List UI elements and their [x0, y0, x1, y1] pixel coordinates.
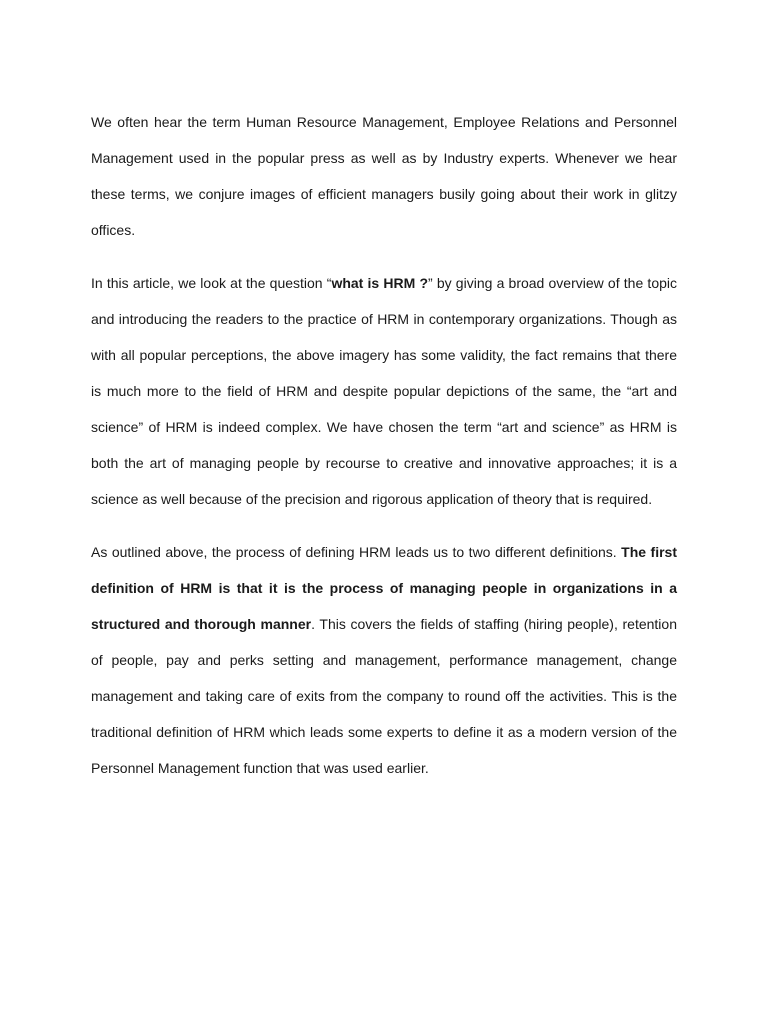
- paragraph-text-before: As outlined above, the process of defining HRM leads us to two different definitions.: [91, 544, 622, 560]
- paragraph-text-after: ” by giving a broad overview of the topic and introducing the readers to the practice of HRM in contemporary organizations. Though as with all popular perceptions, the above imagery has some validity, the fact remains that there is much more to the field of HRM and despite popular depictions of the same, the “art and science” of HRM is indeed complex. We have chosen the term “art and science” as HRM is both the art of managing people by recourse to creative and innovative approaches; it is a science as well because of the precision and rigorous application of theory that is required.: [91, 275, 678, 507]
- bold-question: what is HRM ?: [331, 275, 428, 291]
- document-body: [91, 104, 677, 803]
- paragraph-definitions: [91, 534, 677, 786]
- paragraph-what-is-hrm: [91, 265, 677, 517]
- bold-first-definition: The first definition of HRM is that it is the process of managing people in organizations in a structured and thorough manner: [91, 544, 677, 632]
- paragraph-text: We often hear the term Human Resource Management, Employee Relations and Personnel Management used in the popular press as well as by Industry experts. Whenever we hear these terms, we conjure images of efficient managers busily going about their work in glitzy offices.: [91, 114, 677, 238]
- paragraph-text-after: . This covers the fields of staffing (hiring people), retention of people, pay and perks setting and management, performance management, change management and taking care of exits from the company to round off the activities. This is the traditional definition of HRM which leads some experts to define it as a modern version of the Personnel Management function that was used earlier.: [91, 616, 677, 776]
- paragraph-intro: [91, 104, 677, 248]
- paragraph-text-before: In this article, we look at the question “: [91, 275, 332, 291]
